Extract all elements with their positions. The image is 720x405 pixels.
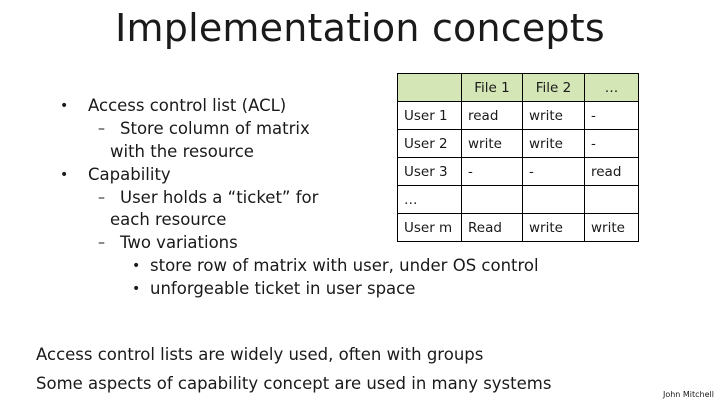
bullet-marker: • bbox=[60, 98, 69, 114]
table-header-cell: File 1 bbox=[462, 74, 523, 102]
table-header-cell: File 2 bbox=[523, 74, 585, 102]
footer-line-capability-usage: Some aspects of capability concept are used in many systems bbox=[36, 374, 552, 393]
table-header-cell bbox=[398, 74, 462, 102]
table-cell: User m bbox=[398, 214, 462, 242]
table-cell: - bbox=[585, 130, 639, 158]
table-row bbox=[398, 130, 639, 158]
author-credit: John Mitchell bbox=[662, 390, 714, 399]
table-cell: write bbox=[523, 130, 585, 158]
table-cell: Read bbox=[462, 214, 523, 242]
sub-bullet-store-column: Store column of matrix bbox=[120, 119, 310, 138]
table-cell: read bbox=[462, 102, 523, 130]
slide-title: Implementation concepts bbox=[115, 6, 605, 50]
table-cell bbox=[462, 186, 523, 214]
table-cell: write bbox=[523, 214, 585, 242]
dash-marker: – bbox=[98, 121, 105, 137]
dash-marker: – bbox=[98, 190, 105, 206]
table-cell bbox=[585, 186, 639, 214]
table-cell: write bbox=[585, 214, 639, 242]
sub-bullet-ticket: User holds a “ticket” for bbox=[120, 188, 319, 207]
table-cell: User 3 bbox=[398, 158, 462, 186]
sub-bullet-ticket-cont: each resource bbox=[110, 210, 227, 229]
sub-bullet-store-column-cont: with the resource bbox=[110, 142, 254, 161]
sub-bullet-variations: Two variations bbox=[120, 233, 238, 252]
access-matrix-table bbox=[397, 73, 639, 242]
variation-unforgeable-ticket: unforgeable ticket in user space bbox=[150, 279, 416, 298]
table-cell bbox=[523, 186, 585, 214]
bullet-capability: Capability bbox=[88, 165, 171, 184]
footer-line-acl-usage: Access control lists are widely used, often with groups bbox=[36, 345, 484, 364]
table-cell: User 1 bbox=[398, 102, 462, 130]
table-row bbox=[398, 158, 639, 186]
bullet-acl: Access control list (ACL) bbox=[88, 96, 287, 115]
table-cell: - bbox=[585, 102, 639, 130]
table-cell: write bbox=[462, 130, 523, 158]
table-cell: write bbox=[523, 102, 585, 130]
variation-store-row: store row of matrix with user, under OS control bbox=[150, 256, 539, 275]
table-header-row bbox=[398, 74, 639, 102]
table-header-cell: … bbox=[585, 74, 639, 102]
sub-sub-bullet-marker: • bbox=[132, 281, 141, 297]
table-row bbox=[398, 214, 639, 242]
table-cell: - bbox=[462, 158, 523, 186]
table-cell: User 2 bbox=[398, 130, 462, 158]
table-cell: read bbox=[585, 158, 639, 186]
dash-marker: – bbox=[98, 235, 105, 251]
table-cell: - bbox=[523, 158, 585, 186]
bullet-marker: • bbox=[60, 167, 69, 183]
sub-sub-bullet-marker: • bbox=[132, 258, 141, 274]
table-cell: … bbox=[398, 186, 462, 214]
table-row bbox=[398, 102, 639, 130]
table-row bbox=[398, 186, 639, 214]
